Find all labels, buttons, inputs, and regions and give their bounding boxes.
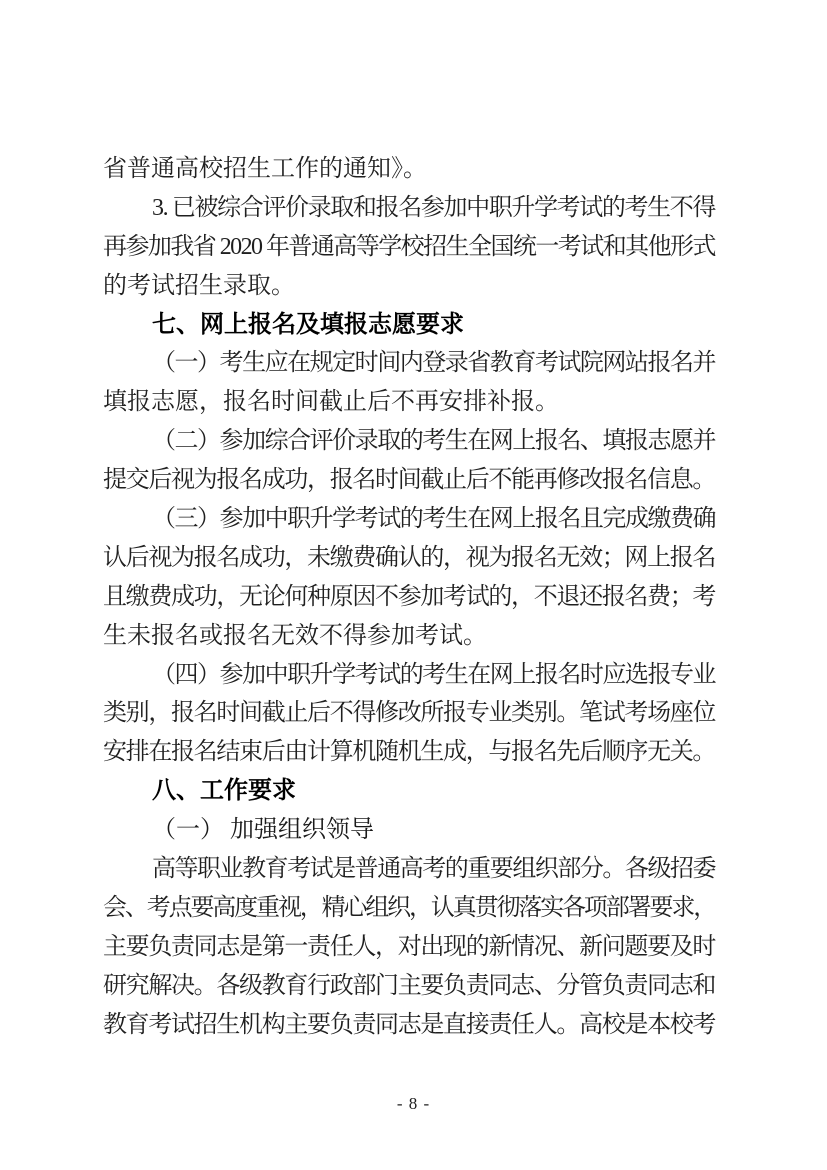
body-line	[103, 928, 715, 967]
body-line	[103, 617, 715, 656]
page-number: - 8 -	[396, 1094, 431, 1113]
body-line	[103, 578, 715, 617]
line-text: 八、工作要求	[152, 777, 296, 805]
body-line	[103, 383, 715, 422]
line-text: 会、考点要高度重视，精心组织，认真贯彻落实各项部署要求，	[103, 894, 716, 921]
line-text: 类别，报名时间截止后不得修改所报专业类别。笔试考场座位	[103, 700, 716, 727]
body-line	[103, 889, 715, 928]
line-text: 教育考试招生机构主要负责同志是直接责任人。高校是本校考	[103, 1011, 716, 1038]
body-line	[103, 539, 715, 578]
document-body	[103, 150, 715, 1044]
body-line	[103, 694, 715, 733]
body-line	[103, 189, 715, 228]
body-line	[103, 1006, 715, 1045]
line-text: 3. 已被综合评价录取和报名参加中职升学考试的考生不得	[152, 194, 716, 221]
line-text: （四）参加中职升学考试的考生在网上报名时应选报专业	[152, 661, 715, 688]
body-line	[103, 967, 715, 1006]
line-text: 再参加我省 2020 年普通高等学校招生全国统一考试和其他形式	[103, 233, 715, 260]
line-text: 填报志愿，报名时间截止后不再安排补报。	[103, 389, 559, 416]
section-heading	[103, 306, 715, 345]
body-line	[103, 500, 715, 539]
body-line	[103, 656, 715, 695]
line-text: 安排在报名结束后由计算机随机生成，与报名先后顺序无关。	[103, 739, 716, 766]
body-line	[103, 461, 715, 500]
line-text: 且缴费成功，无论何种原因不参加考试的，不退还报名费；考	[103, 583, 716, 610]
line-text: 研究解决。各级教育行政部门主要负责同志、分管负责同志和	[103, 972, 716, 999]
section-heading	[103, 772, 715, 811]
body-line	[103, 228, 715, 267]
body-line	[103, 422, 715, 461]
line-text: （三）参加中职升学考试的考生在网上报名且完成缴费确	[152, 506, 715, 533]
line-text: 省普通高校招生工作的通知》。	[103, 156, 427, 182]
line-text: （一）考生应在规定时间内登录省教育考试院网站报名并	[152, 350, 715, 377]
line-text: （二）参加综合评价录取的考生在网上报名、填报志愿并	[152, 428, 715, 455]
line-text: 高等职业教育考试是普通高考的重要组织部分。各级招委	[152, 856, 715, 883]
body-line	[103, 850, 715, 889]
line-text: （一） 加强组织领导	[152, 817, 374, 844]
line-text: 的考试招生录取。	[103, 272, 295, 299]
body-line	[103, 267, 715, 306]
line-text: 生未报名或报名无效不得参加考试。	[103, 622, 487, 649]
line-text: 认后视为报名成功，未缴费确认的，视为报名无效；网上报名	[103, 544, 716, 571]
line-text: 提交后视为报名成功，报名时间截止后不能再修改报名信息。	[103, 467, 716, 494]
body-line	[103, 733, 715, 772]
sub-section-heading	[103, 811, 715, 850]
body-line	[103, 344, 715, 383]
line-text: 七、网上报名及填报志愿要求	[152, 310, 464, 338]
line-text: 主要负责同志是第一责任人，对出现的新情况、新问题要及时	[103, 933, 716, 960]
body-line	[103, 150, 715, 189]
